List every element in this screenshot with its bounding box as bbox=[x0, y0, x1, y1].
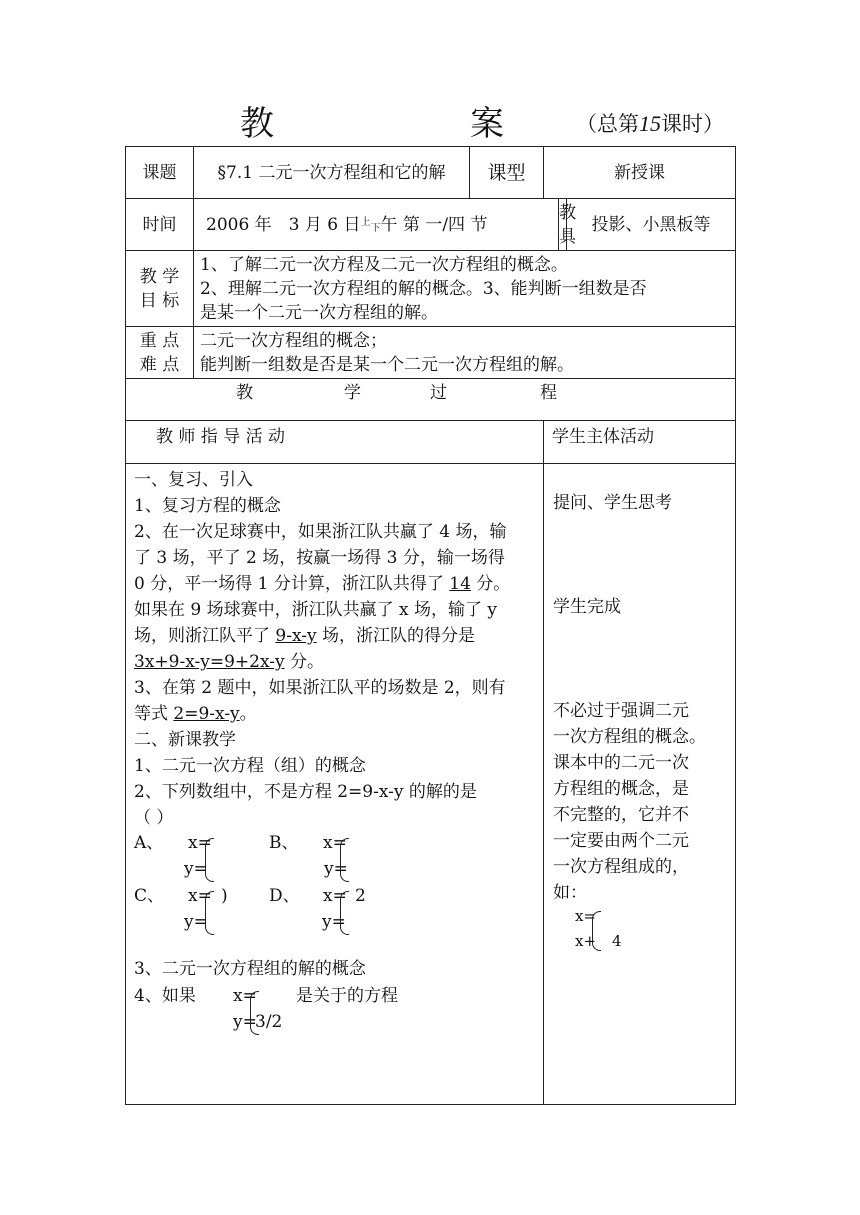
type-label: 课型 bbox=[470, 147, 544, 199]
section-new-lesson: 二、新课教学 bbox=[134, 730, 236, 750]
time-value bbox=[194, 199, 559, 251]
topic-label: 课题 bbox=[126, 147, 194, 199]
question-4-start: 4、如果 bbox=[134, 986, 196, 1006]
question-4-end: 是关于的方程 bbox=[296, 986, 398, 1006]
text-fragment: 。 bbox=[239, 704, 257, 724]
question-4-x: x= bbox=[233, 986, 257, 1006]
text-line: （ ） bbox=[134, 808, 174, 828]
option-c-x: x= bbox=[188, 886, 212, 906]
topic-value: §7.1 二元一次方程组和它的解 bbox=[194, 147, 470, 199]
objective-line: 1、了解二元一次方程及二元一次方程组的概念。 bbox=[200, 254, 568, 275]
row-key-points bbox=[126, 327, 736, 379]
title-char-jiao: 教 bbox=[240, 104, 276, 144]
text-line: 3、在第 2 题中，如果浙江队平的场数是 2，则有 bbox=[134, 678, 506, 698]
student-note-1: 提问、学生思考 bbox=[553, 493, 672, 513]
row-objectives bbox=[126, 251, 736, 327]
brace-icon bbox=[340, 838, 349, 882]
title-char-an: 案 bbox=[470, 104, 506, 144]
student-note-2: 学生完成 bbox=[553, 597, 621, 617]
brace-icon bbox=[250, 991, 259, 1035]
note-line: 课本中的二元一次 bbox=[553, 753, 689, 773]
example-tail: 4 bbox=[612, 932, 622, 950]
question-4-y: y= bbox=[233, 1012, 257, 1032]
brace-icon bbox=[340, 891, 349, 935]
student-note-3 bbox=[553, 698, 723, 906]
objectives-label-1: 教 学 bbox=[139, 266, 180, 287]
option-d-y: y= bbox=[322, 912, 346, 932]
text-line bbox=[134, 701, 554, 727]
process-char: 学 bbox=[344, 383, 361, 403]
option-b-label: B、 bbox=[269, 833, 299, 853]
row-activity-body bbox=[126, 464, 736, 1105]
teacher-content bbox=[134, 467, 554, 831]
key-point-line: 二元一次方程组的概念； bbox=[200, 330, 387, 351]
section-review: 一、复习、引入 bbox=[134, 470, 253, 490]
note-line: 不必过于强调二元 bbox=[553, 701, 689, 721]
process-heading bbox=[126, 379, 736, 421]
row-process-heading bbox=[126, 379, 736, 421]
note-line: 如： bbox=[553, 883, 587, 903]
student-activity-header: 学生主体活动 bbox=[544, 421, 736, 464]
text-line: 了 3 场，平了 2 场，按赢一场得 3 分，输一场得 bbox=[134, 548, 505, 568]
time-am: 上 bbox=[360, 216, 371, 228]
option-a-x: x= bbox=[188, 833, 212, 853]
answer-blank: 3x+9-x-y=9+2x-y bbox=[134, 652, 285, 672]
key-points-text bbox=[194, 327, 736, 379]
tools-label-2: 具 bbox=[559, 226, 576, 247]
time-period: 午 第 一/四 节 bbox=[380, 214, 488, 235]
teacher-activity-body bbox=[126, 464, 544, 1105]
key-point-line: 能判断一组数是否是某一个二元一次方程组的解。 bbox=[200, 354, 574, 375]
option-d-x-tail: 2 bbox=[355, 886, 366, 906]
text-fragment: 分。 bbox=[470, 574, 511, 594]
text-line: 1、二元一次方程（组）的概念 bbox=[134, 756, 366, 776]
example-x-plus: x+ bbox=[575, 932, 597, 950]
question-4-y-tail: 3/2 bbox=[255, 1012, 283, 1032]
text-line: 如果在 9 场球赛中，浙江队共赢了 x 场，输了 y bbox=[134, 600, 498, 620]
lesson-plan-table bbox=[125, 146, 736, 1105]
text-line: 2、在一次足球赛中，如果浙江队共赢了 4 场，输 bbox=[134, 522, 507, 542]
note-line: 一次方程组成的， bbox=[553, 857, 689, 877]
teacher-activity-header: 教 师 指 导 活 动 bbox=[126, 421, 544, 464]
time-date: 2006 年 3 月 6 日 bbox=[206, 214, 361, 235]
text-line: 2、下列数组中，不是方程 2=9-x-y 的解的是 bbox=[134, 782, 477, 802]
text-fragment: 场，浙江队的得分是 bbox=[316, 626, 476, 646]
total-lessons bbox=[576, 108, 724, 138]
tools-value: 投影、小黑板等 bbox=[567, 199, 736, 251]
answer-blank: 14 bbox=[449, 574, 471, 594]
total-number: 15 bbox=[639, 111, 661, 136]
key-points-label-1: 重 点 bbox=[139, 330, 180, 351]
example-x: x= bbox=[575, 907, 597, 925]
note-line: 一次方程组的概念。 bbox=[553, 727, 706, 747]
time-pm: 下 bbox=[370, 222, 381, 234]
text-line: 1、复习方程的概念 bbox=[134, 496, 281, 516]
option-c-label: C、 bbox=[134, 886, 165, 906]
option-a-y: y= bbox=[184, 859, 208, 879]
note-line: 方程组的概念，是 bbox=[553, 779, 689, 799]
text-fragment: 0 分，平一场得 1 分计算，浙江队共得了 bbox=[134, 574, 450, 594]
note-line: 不完整的，它并不 bbox=[553, 805, 689, 825]
text-line bbox=[134, 649, 554, 675]
option-c-x-tail: ) bbox=[221, 886, 228, 906]
objectives-text bbox=[194, 251, 736, 327]
row-topic bbox=[126, 147, 736, 199]
objectives-label bbox=[126, 251, 194, 327]
row-time bbox=[126, 199, 736, 251]
key-points-label-2: 难 点 bbox=[139, 354, 180, 375]
option-d-label: D、 bbox=[269, 886, 300, 906]
text-line bbox=[134, 623, 554, 649]
objective-line: 2、理解二元一次方程组的解的概念。3、能判断一组数是否 bbox=[200, 278, 647, 299]
row-activity-headers bbox=[126, 421, 736, 464]
option-a-label: A、 bbox=[134, 833, 164, 853]
student-activity-body bbox=[544, 464, 736, 1105]
key-points-label bbox=[126, 327, 194, 379]
total-suffix: 课时） bbox=[661, 112, 724, 136]
process-char: 程 bbox=[540, 383, 557, 403]
option-d-x: x= bbox=[323, 886, 347, 906]
objectives-label-2: 目 标 bbox=[139, 290, 180, 311]
option-c-y: y= bbox=[184, 912, 208, 932]
answer-blank: 2=9-x-y bbox=[173, 704, 240, 724]
total-prefix: （总第 bbox=[576, 112, 639, 136]
brace-icon bbox=[205, 838, 214, 882]
brace-icon bbox=[205, 891, 214, 935]
process-char: 教 bbox=[236, 383, 253, 403]
note-line: 一定要由两个二元 bbox=[553, 831, 689, 851]
answer-blank: 9-x-y bbox=[275, 626, 317, 646]
objective-line: 是某一个二元一次方程组的解。 bbox=[200, 302, 438, 323]
text-fragment: 分。 bbox=[284, 652, 325, 672]
type-value: 新授课 bbox=[544, 147, 736, 199]
option-b-x: x= bbox=[323, 833, 347, 853]
text-fragment: 等式 bbox=[134, 704, 174, 724]
process-char: 过 bbox=[430, 383, 447, 403]
text-fragment: 场，则浙江队平了 bbox=[134, 626, 276, 646]
text-line bbox=[134, 571, 554, 597]
option-b-y: y= bbox=[324, 859, 348, 879]
tools-label-1: 教 bbox=[559, 202, 576, 223]
brace-icon bbox=[592, 911, 601, 951]
tools-label bbox=[559, 199, 576, 251]
time-label: 时间 bbox=[126, 199, 194, 251]
section-solution-concept: 3、二元一次方程组的解的概念 bbox=[134, 959, 366, 979]
